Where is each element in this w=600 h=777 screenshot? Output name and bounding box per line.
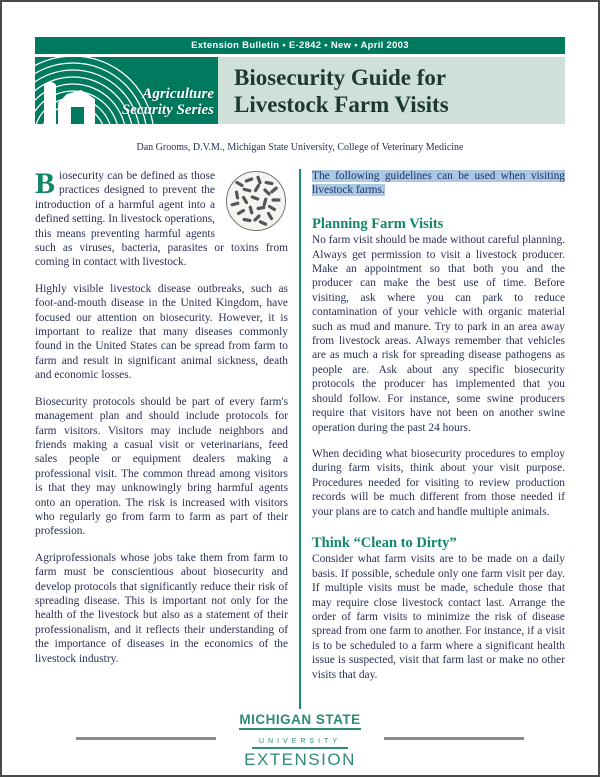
series-title bbox=[122, 86, 214, 118]
byline: Dan Grooms, D.V.M., Michigan State University, College of Veterinary Medicine bbox=[136, 142, 464, 153]
agriculture-security-series-logo bbox=[35, 57, 218, 124]
msu-extension-logo bbox=[230, 711, 370, 770]
paragraph: Highly visible livestock disease outbreaks, such as foot-and-mouth disease in the United Kingdom, have focused our attention on biosecurity. However, it is important to realize that many diseases commonly found in the United States can be spread from farm to farm and result in significant animal sickness, death and economic losses. bbox=[35, 282, 288, 382]
msu-logo-line1: MICHIGAN STATE bbox=[239, 712, 360, 730]
bacteria-micrograph-icon bbox=[224, 169, 288, 233]
header bbox=[35, 57, 565, 124]
paragraph-intro-text: iosecurity can be defined as those practices designed to prevent the introduction of a harmful agent into a defined setting. In livestock operations, this means preventing harmful agents such as viruses, bacteria, parasites or toxins from coming in contact with livestock. bbox=[35, 170, 288, 269]
paragraph: Agriprofessionals whose jobs take them from farm to farm must be conscientious about biosecurity and develop protocols that significantly reduce their risk of spreading disease. This is important not only for the health of the livestock but also as a statement of their professionalism, and it reflects their understanding of the importance of diseases in the economics of the livestock industry. bbox=[35, 551, 288, 665]
top-banner bbox=[35, 37, 565, 54]
series-line2: Security Series bbox=[121, 102, 214, 118]
section-heading-think-clean-to-dirty: Think “Clean to Dirty” bbox=[312, 534, 457, 551]
page-title-line2: Livestock Farm Visits bbox=[234, 92, 449, 117]
drop-cap: B bbox=[35, 167, 56, 200]
footer bbox=[2, 711, 598, 770]
msu-logo-line3: EXTENSION bbox=[244, 750, 356, 769]
paragraph-intro bbox=[35, 169, 288, 270]
footer-rule-left bbox=[76, 737, 216, 740]
paragraph: No farm visit should be made without careful planning. Always get permission to visit a livestock producer. Make an appointment so that both you and the producer can make the best use of time. Before visiting, ask where you can park to reduce contamination of your vehicle with organic material such as mud and manure. Try to park in an area away from livestock areas. Always remember that vehicles are as much a risk for spreading disease pathogens as people are. Ask about any specific biosecurity protocols the producer has implemented that you should follow. For instance, some swine producers require that visitors have not been on another swine operation during the past 24 hours. bbox=[312, 234, 565, 434]
highlight-text: The following guidelines can be used when visiting livestock farms. bbox=[312, 170, 565, 197]
page-title-line1: Biosecurity Guide for bbox=[234, 65, 447, 90]
left-column bbox=[35, 169, 299, 709]
right-column bbox=[301, 169, 565, 709]
title-box bbox=[218, 57, 565, 124]
paragraph: Consider what farm visits are to be made on a daily basis. If possible, schedule only one farm visit per day. If multiple visits must be made, schedule those that may require close livestock contact last. Arrange the order of farm visits to minimize the risk of disease spread from one farm to another. For instance, if a visit is to be scheduled to a farm where a significant health issue is suspected, visit that farm last or make no other visits that day. bbox=[312, 553, 565, 681]
paragraph: When deciding what biosecurity procedures to employ during farm visits, think about your visit purpose. Procedures needed for visiting to review production records will be much different from those needed if your plans are to catch and handle multiple animals. bbox=[312, 447, 565, 518]
footer-rule-right bbox=[384, 737, 524, 740]
section-heading-planning-farm-visits: Planning Farm Visits bbox=[312, 215, 444, 232]
series-line1: Agriculture bbox=[142, 86, 214, 102]
paragraph: Biosecurity protocols should be part of every farm's management plan and should include protocols for farm visitors. Visitors may include neighbors and friends making a casual visit or veterinarians, feed sales people or equipment dealers making a professional visit. The common thread among visitors is that they may unknowingly bring harmful agents onto an operation. The risk is increased with visitors who regularly go from farm to farm as part of their profession. bbox=[35, 395, 288, 538]
article-body bbox=[35, 169, 565, 709]
highlighted-intro bbox=[312, 169, 565, 198]
msu-logo-line2: UNIVERSITY bbox=[252, 737, 348, 749]
banner-text: Extension Bulletin • E-2842 • New • April 2003 bbox=[191, 40, 409, 51]
